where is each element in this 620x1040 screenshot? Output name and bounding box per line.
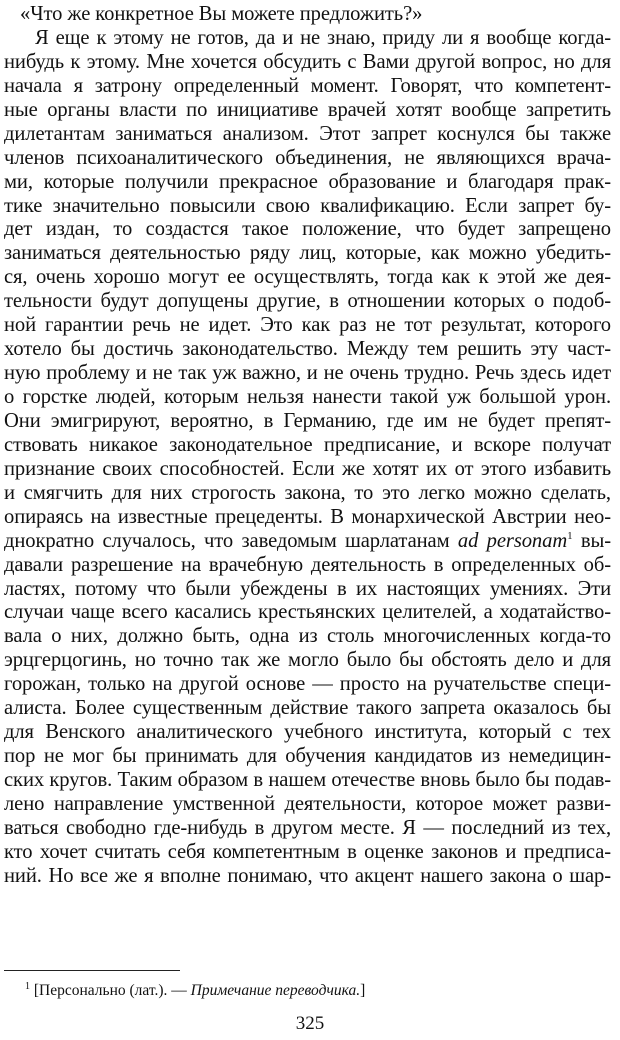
text-line: случаи чаще всего касались крестьянских целителей, а ходатайство- <box>4 601 611 624</box>
page-number: 325 <box>295 1013 325 1034</box>
text-line: дилетантам заниматься анализом. Этот запрет коснулся бы также <box>4 122 611 145</box>
text-line: тике значительно повысили свою квалификацию. Если запрет бу- <box>4 194 611 217</box>
text-line: пор не мог бы принимать для обучения кандидатов из немедицин- <box>4 745 611 768</box>
text-line: вала о них, должно быть, одна из столь многочисленных когда-то <box>4 625 611 648</box>
text-line: кто хочет считать себя компетентным в оценке законов и предписа- <box>4 840 611 863</box>
text-line: ся, очень хорошо могут ее осуществлять, тогда как к этой же дея- <box>4 266 611 289</box>
text-line: признание своих способностей. Если же хотят их от этого избавить <box>4 457 611 480</box>
text-line-with-footnote-ref <box>4 530 611 554</box>
text-line: ластях, потому что были убеждены в их настоящих умениях. Эти <box>4 577 611 600</box>
text-line: эрцгерцогинь, но точно так же могло было бы обстоять дело и для <box>4 649 611 672</box>
text-line: лено направление умственной деятельности, которое может разви- <box>4 792 611 815</box>
text-line: ные органы власти по инициативе врачей хотят вообще запретить <box>4 98 611 121</box>
text-line: тельности будут допущены другие, в отношении которых о подоб- <box>4 290 611 313</box>
text-fragment: днократно случалось, что заведомым шарлатанам <box>4 529 458 552</box>
footnote-close: ] <box>360 982 366 999</box>
text-line: заниматься деятельностью ряду лиц, которые, как можно убедить- <box>4 242 611 265</box>
footnote-text: [Персонально (лат.). — <box>33 982 191 999</box>
text-line: ми, которые получили прекрасное образование и благодаря прак- <box>4 170 611 193</box>
text-line: хотело бы достичь законодательство. Между тем решить эту част- <box>4 338 611 361</box>
text-line: Они эмигрируют, вероятно, в Германию, где им не будет препят- <box>4 409 611 432</box>
text-line: опираясь на известные прецеденты. В монархической Австрии нео- <box>4 505 611 528</box>
text-line: ний. Но все же я вполне понимаю, что акцент нашего закона о шар- <box>4 864 611 887</box>
footnote-marker: 1 <box>25 981 30 992</box>
latin-term: ad personam <box>457 529 568 552</box>
text-line: начала я затрону определенный момент. Говорят, что компетент- <box>4 74 611 97</box>
text-line: для Венского аналитического учебного института, который с тех <box>4 721 611 744</box>
footnote-reference: 1 <box>567 529 573 542</box>
text-line: ских кругов. Таким образом в нашем отечестве вновь было бы подав- <box>4 769 611 791</box>
text-line: членов психоаналитического объединения, не являющихся врача- <box>4 146 611 169</box>
text-fragment: вы- <box>572 529 611 552</box>
text-line: ной гарантии речь не идет. Это как раз не тот результат, которого <box>4 314 611 337</box>
text-line: «Что же конкретное Вы можете предложить?» <box>20 3 423 25</box>
footnote <box>25 982 365 1000</box>
footnote-attribution: Примечание переводчика. <box>190 982 361 999</box>
text-line: ваться свободно где-нибудь в другом месте. Я — последний из тех, <box>4 816 611 839</box>
text-line: ную проблему и не так уж важно, и не очень трудно. Речь здесь идет <box>4 362 611 385</box>
footnote-divider <box>4 970 180 971</box>
text-line: о горстке людей, которым нельзя нанести такой уж большой урон. <box>4 386 611 408</box>
text-line: дет издан, то создастся такое положение, что будет запрещено <box>4 218 611 241</box>
text-line: нибудь к этому. Мне хочется обсудить с Вами другой вопрос, но для <box>4 50 611 73</box>
text-line: давали разрешение на врачебную деятельность в определенных об- <box>4 553 611 576</box>
text-line: ствовать никакое законодательное предписание, и вскоре получат <box>4 433 611 456</box>
text-line: горожан, только на другой основе — просто на ручательстве специ- <box>4 673 611 696</box>
text-line: Я еще к этому не готов, да и не знаю, приду ли я вообще когда- <box>35 26 611 49</box>
text-line: и смягчить для них строгость закона, то это легко можно сделать, <box>4 481 611 504</box>
body-text <box>4 3 611 889</box>
text-line: алиста. Более существенным действие такого запрета оказалось бы <box>4 697 611 720</box>
